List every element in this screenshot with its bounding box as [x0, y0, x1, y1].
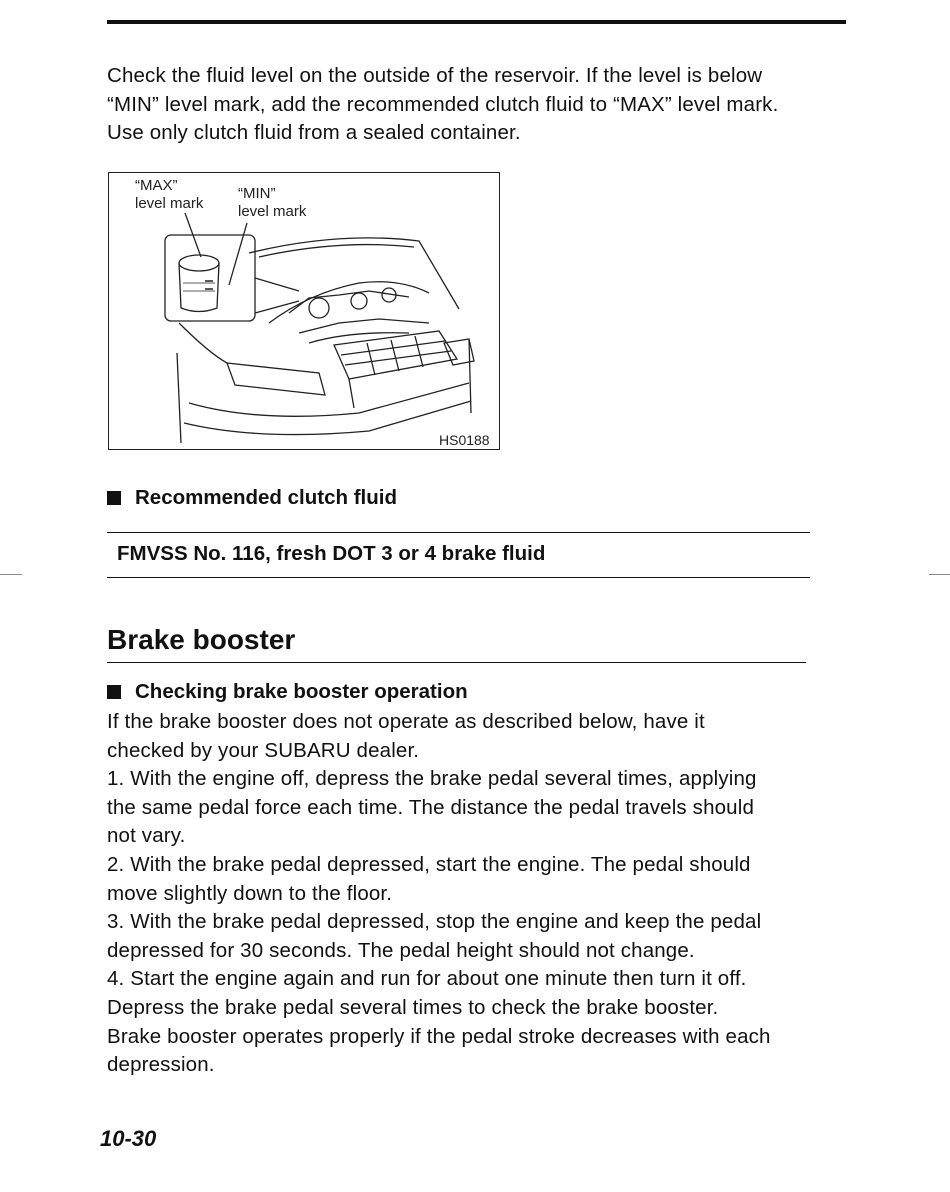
intro-line: “MIN” level mark, add the recommended clutch fluid to “MAX” level mark. — [107, 92, 779, 116]
body-line: checked by your SUBARU dealer. — [107, 738, 420, 762]
square-bullet-icon — [107, 491, 121, 505]
fluid-spec-text: FMVSS No. 116, fresh DOT 3 or 4 brake fluid — [117, 542, 546, 565]
intro-line: Use only clutch fluid from a sealed container. — [107, 121, 521, 145]
body-line: the same pedal force each time. The distance the pedal travels should — [107, 795, 754, 819]
check-heading-text: Checking brake booster operation — [135, 680, 468, 703]
min-level-label-line: “MIN” — [238, 185, 276, 202]
recommended-fluid-heading — [107, 486, 397, 510]
body-line: If the brake booster does not operate as described below, have it — [107, 710, 705, 733]
recommended-fluid-heading-text: Recommended clutch fluid — [135, 486, 397, 509]
intro-paragraph — [107, 62, 809, 148]
max-level-label-line: “MAX” — [135, 177, 178, 194]
body-line: 2. With the brake pedal depressed, start the engine. The pedal should — [107, 852, 751, 876]
body-line: move slightly down to the floor. — [107, 881, 393, 905]
max-level-label-line: level mark — [135, 195, 204, 212]
min-level-label — [238, 185, 306, 221]
body-line: not vary. — [107, 824, 186, 848]
body-line: depressed for 30 seconds. The pedal height should not change. — [107, 938, 695, 962]
figure-code: HS0188 — [439, 432, 490, 448]
intro-line: Check the fluid level on the outside of the reservoir. If the level is below — [107, 64, 763, 87]
body-line: Brake booster operates properly if the pedal stroke decreases with each — [107, 1024, 771, 1048]
top-rule — [107, 20, 846, 24]
crop-mark-left — [0, 574, 22, 575]
min-level-label-line: level mark — [238, 203, 307, 220]
square-bullet-icon — [107, 685, 121, 699]
fluid-spec-box — [107, 532, 810, 578]
check-body — [107, 708, 809, 1080]
body-line: Depress the brake pedal several times to check the brake booster. — [107, 995, 719, 1019]
body-line: depression. — [107, 1053, 215, 1077]
section-title: Brake booster — [107, 624, 296, 655]
section-rule — [107, 662, 806, 663]
reservoir-figure — [108, 172, 500, 450]
body-line: 1. With the engine off, depress the brake pedal several times, applying — [107, 767, 757, 791]
check-heading — [107, 680, 468, 704]
body-line: 3. With the brake pedal depressed, stop the engine and keep the pedal — [107, 910, 762, 934]
page-number: 10-30 — [100, 1126, 157, 1151]
body-line: 4. Start the engine again and run for about one minute then turn it off. — [107, 967, 747, 991]
crop-mark-right — [929, 574, 950, 575]
max-level-label — [135, 177, 203, 213]
